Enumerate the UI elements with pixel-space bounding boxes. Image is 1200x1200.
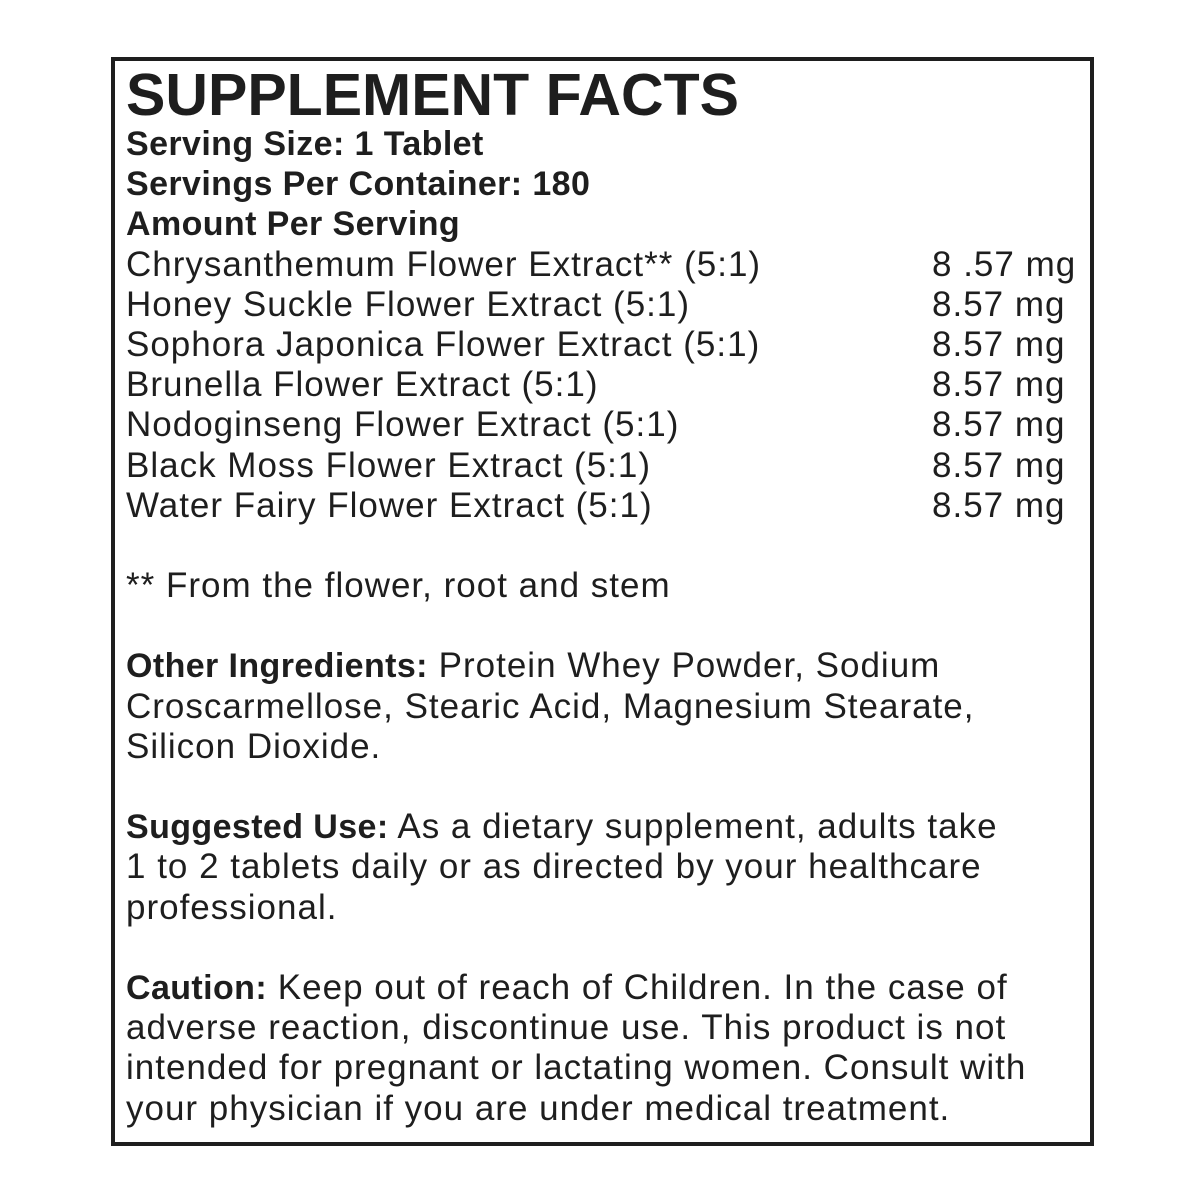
suggested-use-line: professional.	[126, 887, 338, 927]
ingredient-name: Nodoginseng Flower Extract (5:1)	[126, 405, 680, 445]
ingredient-row	[126, 325, 1081, 365]
servings-per-container: Servings Per Container: 180	[126, 165, 591, 204]
other-ingredients-label: Other Ingredients:	[126, 647, 428, 686]
caution-line: your physician if you are under medical treatment.	[126, 1088, 951, 1128]
ingredient-row	[126, 486, 1081, 526]
spacer	[126, 767, 1081, 807]
other-ingredients-line: Silicon Dioxide.	[126, 726, 382, 766]
ingredient-name: Black Moss Flower Extract (5:1)	[126, 445, 651, 485]
ingredient-amount: 8.57 mg	[932, 405, 1066, 445]
supplement-facts-content	[126, 62, 1081, 1129]
suggested-use-line	[126, 807, 1081, 847]
suggested-use-text: As a dietary supplement, adults take	[397, 807, 998, 847]
ingredient-row	[126, 405, 1081, 445]
caution-line: adverse reaction, discontinue use. This product is not	[126, 1008, 1007, 1048]
ingredient-name: Sophora Japonica Flower Extract (5:1)	[126, 324, 761, 364]
ingredient-amount: 8 .57 mg	[932, 244, 1077, 284]
ingredient-row	[126, 446, 1081, 486]
ingredient-name: Honey Suckle Flower Extract (5:1)	[126, 284, 691, 324]
footnote: ** From the flower, root and stem	[126, 566, 671, 606]
caution-line	[126, 968, 1081, 1008]
spacer	[126, 928, 1081, 968]
other-ingredients-line	[126, 646, 1081, 686]
suggested-use-line: 1 to 2 tablets daily or as directed by your healthcare	[126, 847, 982, 887]
suggested-use-label: Suggested Use:	[126, 808, 389, 847]
ingredient-name: Chrysanthemum Flower Extract** (5:1)	[126, 244, 762, 284]
spacer	[126, 526, 1081, 566]
other-ingredients-text: Protein Whey Powder, Sodium	[438, 646, 941, 686]
ingredient-amount: 8.57 mg	[932, 284, 1066, 324]
ingredient-amount: 8.57 mg	[932, 485, 1066, 525]
ingredient-amount: 8.57 mg	[932, 445, 1066, 485]
ingredient-row	[126, 365, 1081, 405]
ingredient-row	[126, 285, 1081, 325]
spacer	[126, 606, 1081, 646]
serving-size: Serving Size: 1 Tablet	[126, 125, 484, 163]
panel-title: SUPPLEMENT FACTS	[126, 62, 739, 128]
ingredient-amount: 8.57 mg	[932, 324, 1066, 364]
ingredient-name: Water Fairy Flower Extract (5:1)	[126, 485, 653, 525]
amount-per-serving-heading: Amount Per Serving	[126, 205, 461, 244]
ingredient-row	[126, 245, 1081, 285]
other-ingredients-line: Croscarmellose, Stearic Acid, Magnesium Stearate,	[126, 686, 975, 726]
caution-line: intended for pregnant or lactating women. Consult with	[126, 1048, 1027, 1088]
caution-label: Caution:	[126, 968, 268, 1007]
ingredient-amount: 8.57 mg	[932, 365, 1066, 405]
caution-text: Keep out of reach of Children. In the case of	[277, 967, 1008, 1007]
ingredient-name: Brunella Flower Extract (5:1)	[126, 365, 599, 405]
